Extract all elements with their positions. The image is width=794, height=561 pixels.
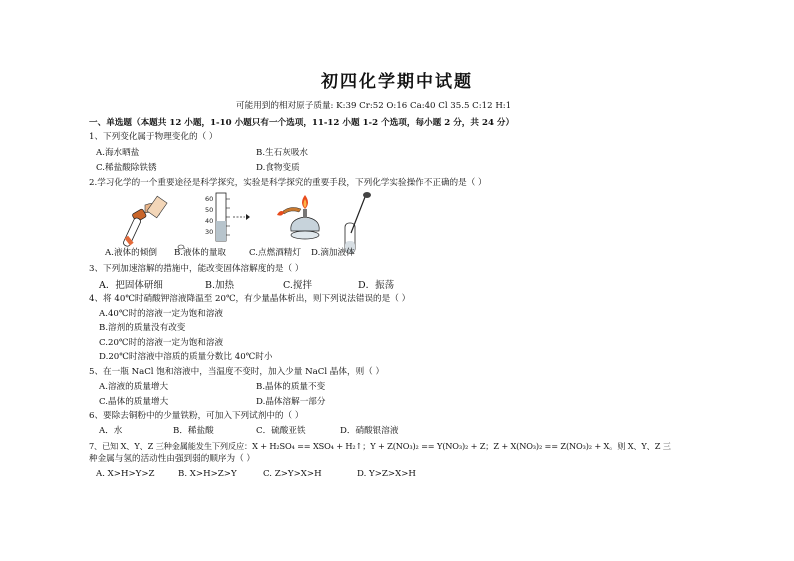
section-heading: 一、单选题（本题共 12 小题，1-10 小题只有一个选项，11-12 小题 1-2 个选项，每小题 2 分，共 24 分） — [89, 118, 515, 128]
question-2-option-a: A.液体的倾倒 — [105, 248, 157, 258]
question-1-option-b: B.生石灰吸水 — [256, 148, 309, 158]
question-6-option-b: B．稀盐酸 — [173, 426, 214, 436]
question-3-option-b: B.加热 — [205, 280, 235, 291]
question-2-option-d: D.滴加液体 — [311, 248, 355, 258]
question-7-option-c: C. Z>Y>X>H — [263, 469, 322, 479]
question-4-option-b: B.溶剂的质量没有改变 — [99, 323, 186, 333]
question-2-option-b: B.液体的量取 — [174, 248, 227, 258]
question-5-option-d: D.晶体溶解一部分 — [256, 397, 326, 407]
question-7-stem-line-1: 7、已知 X、Y、Z 三种金属能发生下列反应：X + H₂SO₄ == XSO₄ + H₂↑；Y + Z(NO₃)₂ == Y(NO₃)₂ + Z；Z + X(NO₃)₂ == Z(NO₃)₂ + X。则 X、Y、Z 三 — [89, 441, 671, 451]
question-6-option-c: C．硫酸亚铁 — [256, 426, 306, 436]
question-6-stem: 6、要除去铜粉中的少量铁粉，可加入下列试剂中的（ ） — [89, 411, 304, 421]
question-3-stem: 3、下列加速溶解的措施中，能改变固体溶解度的是（ ） — [89, 264, 304, 274]
question-3-option-a: A．把固体研细 — [99, 280, 163, 291]
question-1-option-d: D.食物变质 — [256, 163, 300, 173]
question-7-option-d: D. Y>Z>X>H — [357, 469, 416, 479]
question-2-stem: 2.学习化学的一个重要途径是科学探究，实验是科学探究的重要手段，下列化学实验操作不正确的是（ ） — [89, 178, 487, 188]
graduated-cylinder-illustration — [178, 193, 250, 249]
alcohol-lamp-illustration — [277, 195, 319, 239]
question-1-option-a: A.海水晒盐 — [96, 148, 140, 158]
question-1-stem: 1、下列变化属于物理变化的（ ） — [89, 132, 218, 142]
question-5-stem: 5、在一瓶 NaCl 饱和溶液中，当温度不变时，加入少量 NaCl 晶体，则（ ） — [89, 367, 385, 377]
question-5-option-a: A.溶液的质量增大 — [99, 382, 169, 392]
cylinder-tick-40: 40 — [205, 217, 214, 225]
cylinder-tick-30: 30 — [205, 228, 214, 236]
question-2-option-c: C.点燃酒精灯 — [249, 248, 301, 258]
question-4-stem: 4、将 40℃时硝酸钾溶液降温至 20℃，有少量晶体析出，则下列说法错误的是（ ） — [89, 294, 411, 304]
question-4-option-c: C.20℃时的溶液一定为饱和溶液 — [99, 338, 224, 348]
question-5-option-b: B.晶体的质量不变 — [256, 382, 326, 392]
question-7-option-a: A. X>H>Y>Z — [96, 469, 155, 479]
question-5-option-c: C.晶体的质量增大 — [99, 397, 169, 407]
lab-operations-figure — [105, 191, 375, 255]
question-6-option-d: D．硝酸银溶液 — [340, 426, 399, 436]
question-7-stem-line-2: 种金属与氢的活动性由强到弱的顺序为（ ） — [89, 454, 256, 464]
question-3-option-d: D．振荡 — [358, 280, 395, 291]
question-3-option-c: C.搅拌 — [283, 280, 312, 291]
question-4-option-d: D.20℃时溶液中溶质的质量分数比 40℃时小 — [99, 352, 273, 362]
dropper-illustration — [345, 192, 371, 253]
question-4-option-a: A.40℃时的溶液一定为饱和溶液 — [99, 309, 224, 319]
pouring-liquid-illustration — [123, 196, 168, 247]
cylinder-tick-60: 60 — [205, 195, 214, 203]
cylinder-tick-50: 50 — [205, 206, 214, 214]
page-title: 初四化学期中试题 — [321, 72, 473, 92]
atomic-masses-line: 可能用到的相对原子质量: K:39 Cr:52 O:16 Ca:40 Cl 35.5 C:12 H:1 — [236, 101, 512, 111]
question-6-option-a: A．水 — [99, 426, 123, 436]
question-7-option-b: B. X>H>Z>Y — [178, 469, 237, 479]
question-1-option-c: C.稀盐酸除铁锈 — [96, 163, 157, 173]
